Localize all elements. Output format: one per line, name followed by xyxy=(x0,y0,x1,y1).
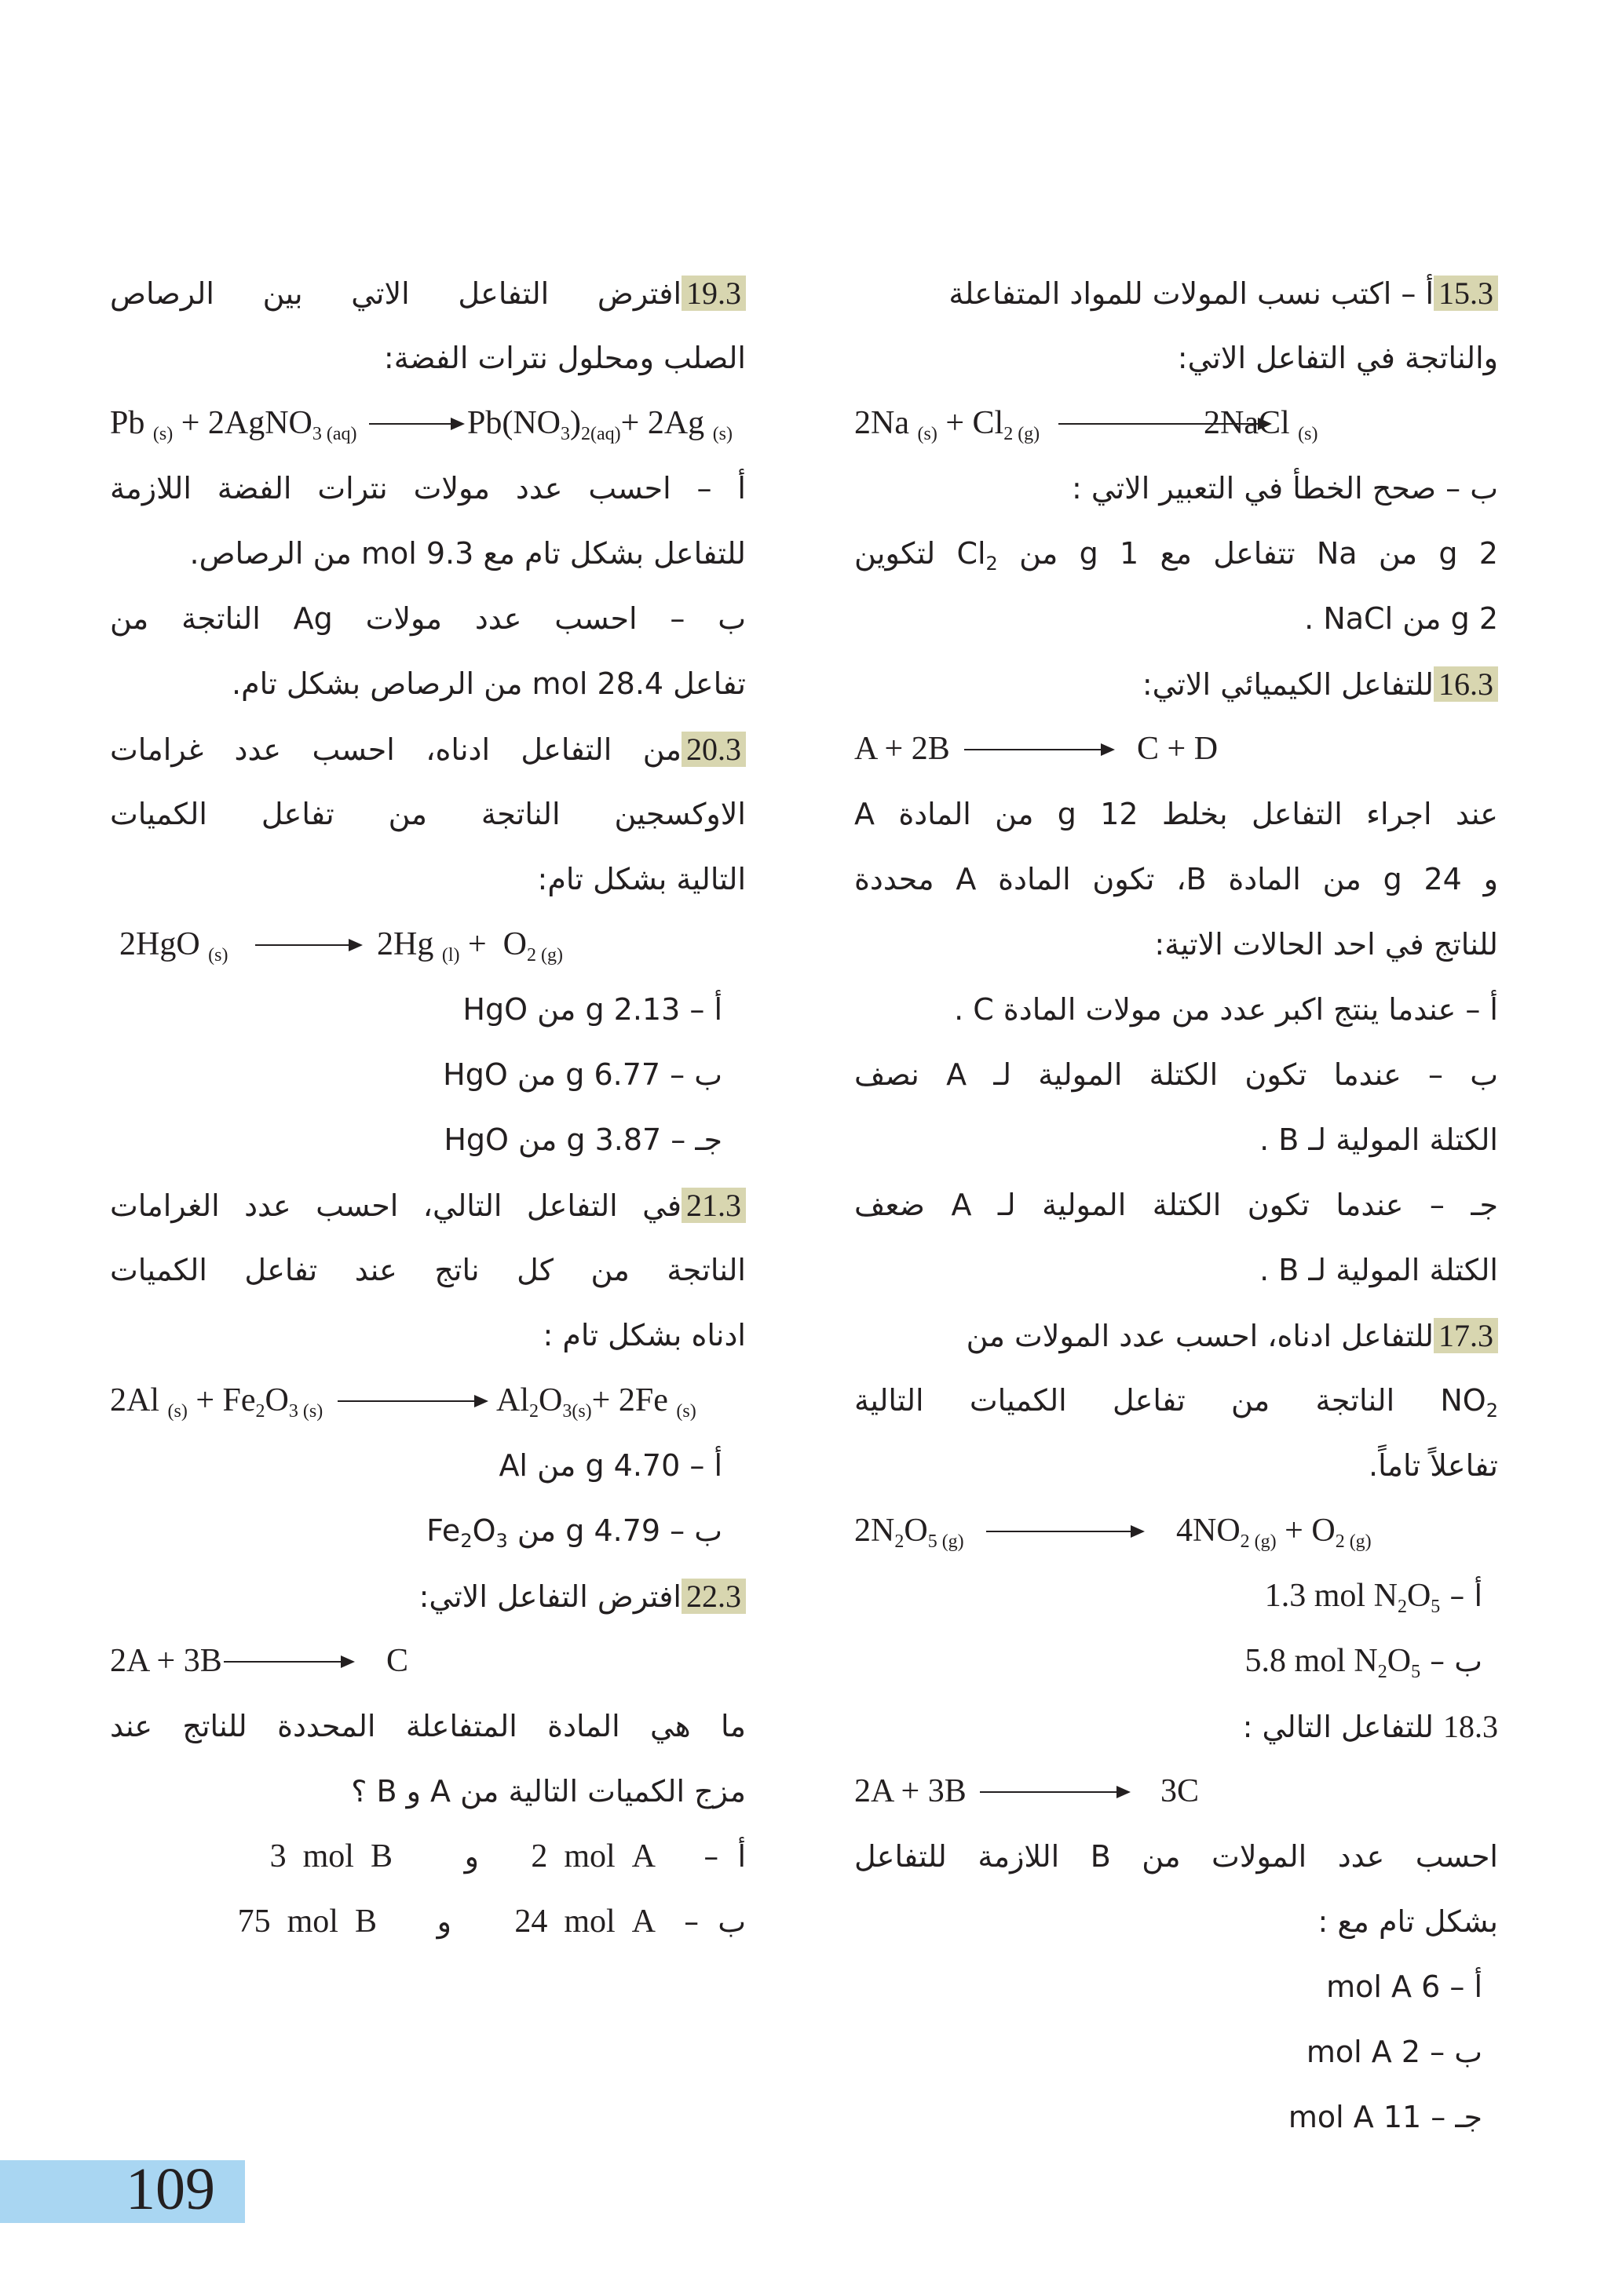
option-label: أ – xyxy=(704,1839,746,1874)
equation-18-3-products: 3C xyxy=(1160,1773,1200,1809)
equation-20-3-reactants: 2HgO $_{(s)}$ xyxy=(119,926,228,965)
question-16-3-option-b-line-2: الكتلة المولية لـ B . xyxy=(1259,1122,1498,1157)
equation-17-3 xyxy=(854,1498,1498,1564)
equation-19-3-reactants: Pb $_{(s)}$ + 2AgNO$_{3 (aq)}$ xyxy=(110,405,357,444)
equation-22-3-products: C xyxy=(386,1643,409,1679)
question-21-3-option-a: أ – 4.70 g من Al xyxy=(499,1448,722,1483)
question-18-3-line-1 xyxy=(854,1694,1498,1759)
question-number-15-3: 15.3 xyxy=(1434,276,1498,311)
equation-19-3 xyxy=(110,391,746,456)
question-19-3-option-a: أ – احسب عدد مولات نترات الفضة اللازمة xyxy=(110,471,746,506)
reaction-arrow xyxy=(986,1531,1143,1532)
question-22-3-line-2: ما هي المادة المتفاعلة المحددة للناتج عند xyxy=(110,1709,746,1743)
question-16-3-option-a: أ – عندما ينتج اكبر عدد من مولات المادة C . xyxy=(954,992,1498,1027)
question-number-19-3: 19.3 xyxy=(682,276,746,311)
question-16-3-option-c-line-2: الكتلة المولية لـ B . xyxy=(1259,1253,1498,1287)
question-20-3-line-3: التالية بشكل تام: xyxy=(537,862,746,896)
equation-15-3-products: 2NaCl $_{(s)}$ xyxy=(1204,405,1318,444)
equation-20-3-products: 2Hg $_{(l)} + O_{2 (g)}$ xyxy=(377,926,564,965)
question-16-3-option-b: ب – عندما تكون الكتلة المولية لـ A نصف xyxy=(854,1057,1498,1092)
question-19-3-option-b-line-2: تفاعل 28.4 mol من الرصاص بشكل تام. xyxy=(232,666,746,701)
question-number-22-3: 22.3 xyxy=(682,1579,746,1614)
question-15-3-part-b-line-2: g 2 من Na تتفاعل مع g 1 من $Cl_2$ لتكوين xyxy=(854,536,1498,575)
question-number-17-3: 17.3 xyxy=(1434,1318,1498,1353)
equation-16-3-reactants: A + 2B xyxy=(854,731,950,767)
question-16-3-line-3: و 24 g من المادة B، تكون المادة A محددة xyxy=(854,862,1498,896)
question-number-18-3: 18.3 xyxy=(1443,1709,1498,1744)
option-conjunction: و xyxy=(437,1904,451,1939)
question-15-3-part-b-line-3: 2 g من NaCl . xyxy=(1304,601,1498,636)
reaction-arrow xyxy=(369,423,463,425)
equation-18-3 xyxy=(854,1759,1498,1824)
equation-21-3 xyxy=(110,1368,746,1433)
equation-22-3-reactants: 2A + 3B xyxy=(110,1643,222,1679)
question-20-3-option-b: ب – 6.77 g من HgO xyxy=(443,1057,722,1092)
question-17-3-line-1 xyxy=(854,1303,1498,1368)
question-22-3-text: افترض التفاعل الاتي: xyxy=(418,1579,682,1614)
equation-19-3-products: $Pb(NO_3)_{2(aq)}+ 2Ag$ $_{(s)}$ xyxy=(467,405,733,444)
question-20-3-option-c: جـ – 3.87 g من HgO xyxy=(444,1122,722,1157)
question-16-3-line-1 xyxy=(854,652,1498,717)
equation-17-3-reactants: $2N_2O_{5 (g)}$ xyxy=(854,1513,964,1552)
equation-15-3 xyxy=(854,391,1498,456)
equation-18-3-reactants: 2A + 3B xyxy=(854,1773,967,1809)
left-column xyxy=(110,261,746,1955)
question-number-16-3: 16.3 xyxy=(1434,666,1498,702)
equation-21-3-reactants: 2Al $_{(s)} + Fe_2O_{3 (s)}$ xyxy=(110,1382,323,1422)
option-amount-b: 75 mol B xyxy=(237,1904,377,1940)
option-label: ب – xyxy=(684,1904,746,1939)
question-19-3-option-b: ب – احسب عدد مولات Ag الناتجة من xyxy=(110,601,746,636)
equation-20-3 xyxy=(110,912,746,977)
question-22-3-option-b xyxy=(110,1889,746,1955)
equation-16-3 xyxy=(854,717,1498,782)
question-18-3-text: للتفاعل التالي : xyxy=(1242,1710,1434,1744)
equation-21-3-products: $Al_2O_{3(s)}+ 2Fe$ $_{(s)}$ xyxy=(496,1382,696,1422)
question-21-3-line-3: ادناه بشكل تام : xyxy=(543,1318,746,1352)
question-18-3-line-2: احسب عدد المولات من B اللازمة للتفاعل xyxy=(854,1839,1498,1874)
question-16-3-option-c: جـ – عندما تكون الكتلة المولية لـ A ضعف xyxy=(854,1188,1499,1222)
question-21-3-option-b: ب – g 4.79 من $Fe_2O_3$ xyxy=(426,1513,722,1552)
question-17-3-option-b: ب – 5.8 mol $N_2O_5$ xyxy=(1244,1643,1482,1682)
question-16-3-text: للتفاعل الكيميائي الاتي: xyxy=(1142,667,1434,702)
reaction-arrow xyxy=(255,944,361,946)
question-20-3-line-2: الاوكسجين الناتجة من تفاعل الكميات xyxy=(110,797,746,831)
question-22-3-option-a xyxy=(110,1824,746,1889)
equation-16-3-products: C + D xyxy=(1137,731,1219,767)
reaction-arrow xyxy=(964,749,1113,750)
question-number-20-3: 20.3 xyxy=(682,732,746,767)
equation-17-3-products: $4NO_{2 (g)} + O_{2 (g)}$ xyxy=(1176,1513,1372,1552)
question-18-3-option-a: أ – 6 mol A xyxy=(1326,1969,1482,2004)
right-column xyxy=(854,261,1498,2150)
equation-15-3-reactants: 2Na $_{(s)} + Cl_{2 (g)}$ xyxy=(854,405,1040,444)
question-16-3-line-4: للناتج في احد الحالات الاتية: xyxy=(1154,927,1498,962)
question-21-3-line-1 xyxy=(110,1173,746,1238)
question-20-3-line-1 xyxy=(110,717,746,782)
equation-22-3 xyxy=(110,1629,746,1694)
question-number-21-3: 21.3 xyxy=(682,1188,746,1223)
question-17-3-line-3: تفاعلاً تاماً. xyxy=(1369,1448,1498,1483)
reaction-arrow xyxy=(338,1400,487,1402)
option-conjunction: و xyxy=(464,1839,479,1874)
question-21-3-text: في التفاعل التالي، احسب عدد الغرامات xyxy=(110,1188,682,1223)
question-17-3-text: للتفاعل ادناه، احسب عدد المولات من xyxy=(966,1319,1434,1353)
option-amount-b: 3 mol B xyxy=(269,1838,393,1874)
question-19-3-line-1 xyxy=(110,261,746,326)
question-22-3-line-1 xyxy=(110,1564,746,1629)
reaction-arrow xyxy=(980,1791,1129,1793)
question-17-3-option-a: أ – 1.3 mol $N_2O_5$ xyxy=(1264,1578,1482,1617)
question-18-3-option-c: جـ – 11 mol A xyxy=(1288,2100,1482,2134)
question-19-3-option-a-line-2: للتفاعل بشكل تام مع 9.3 mol من الرصاص. xyxy=(189,536,746,571)
question-16-3-line-2: عند اجراء التفاعل بخلط 12 g من المادة A xyxy=(854,797,1498,831)
question-15-3-part-b: ب – صحح الخطأ في التعبير الاتي : xyxy=(1071,471,1498,506)
option-amount-a: 24 mol A xyxy=(514,1904,656,1940)
question-18-3-option-b: ب – 2 mol A xyxy=(1306,2035,1482,2069)
question-18-3-line-3: بشكل تام مع : xyxy=(1317,1904,1498,1939)
question-15-3-line-1 xyxy=(854,261,1498,326)
question-20-3-text: من التفاعل ادناه، احسب عدد غرامات xyxy=(110,732,682,767)
question-19-3-text: افترض التفاعل الاتي بين الرصاص xyxy=(110,276,682,311)
reaction-arrow xyxy=(224,1661,353,1663)
page-number: 109 xyxy=(126,2156,215,2222)
option-amount-a: 2 mol A xyxy=(531,1838,656,1874)
question-21-3-line-2: الناتجة من كل ناتج عند تفاعل الكميات xyxy=(110,1253,746,1287)
question-22-3-line-3: مزج الكميات التالية من A و B ؟ xyxy=(351,1774,746,1809)
question-20-3-option-a: أ – 2.13 g من HgO xyxy=(462,992,722,1027)
question-15-3-line-2: والناتجة في التفاعل الاتي: xyxy=(1177,341,1498,375)
question-15-3-text: أ – اكتب نسب المولات للمواد المتفاعلة xyxy=(948,276,1434,311)
question-19-3-line-2: الصلب ومحلول نترات الفضة: xyxy=(383,341,746,375)
question-17-3-line-2: $NO_2$ الناتجة من تفاعل الكميات التالية xyxy=(854,1383,1498,1422)
